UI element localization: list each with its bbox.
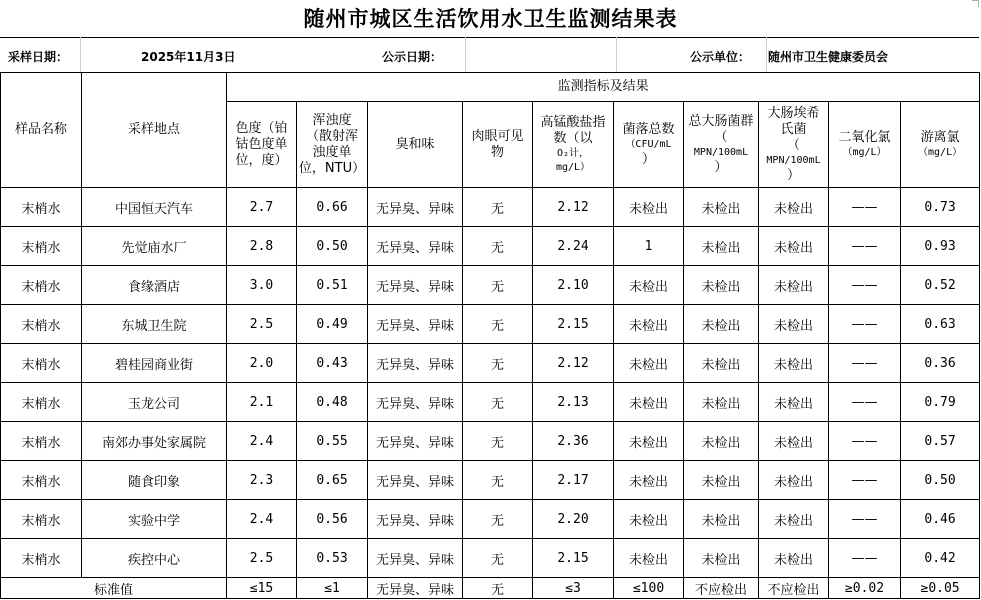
permanganate-value: 2.13 (533, 383, 614, 422)
standard-e-coli-value: 不应检出 (759, 578, 829, 599)
chlorine-dioxide-value: —— (829, 461, 901, 500)
odor-value: 无异臭、异味 (368, 227, 463, 266)
standard-turbidity-value: ≤1 (297, 578, 368, 599)
turbidity-value: 0.43 (297, 344, 368, 383)
color-value: 2.0 (227, 344, 297, 383)
color-value: 2.8 (227, 227, 297, 266)
visible-matter-value: 无 (463, 422, 533, 461)
sample-name-cell: 末梢水 (1, 344, 82, 383)
permanganate-value: 2.17 (533, 461, 614, 500)
standard-row (1, 578, 980, 599)
permanganate-value: 2.10 (533, 266, 614, 305)
standard-chlorine-dioxide-value: ≥0.02 (829, 578, 901, 599)
e-coli-value: 未检出 (759, 227, 829, 266)
standard-label: 标准值 (1, 578, 227, 599)
sample-name-cell: 末梢水 (1, 383, 82, 422)
publish-date-label: 公示日期： (382, 50, 443, 64)
standard-free-chlorine-value: ≥0.05 (901, 578, 980, 599)
location-cell: 碧桂园商业街 (82, 344, 227, 383)
color-value: 2.3 (227, 461, 297, 500)
colony-count-value: 未检出 (614, 266, 684, 305)
chlorine-dioxide-value: —— (829, 383, 901, 422)
sample-name-cell: 末梢水 (1, 188, 82, 227)
turbidity-value: 0.48 (297, 383, 368, 422)
location-cell: 实验中学 (82, 500, 227, 539)
visible-matter-value: 无 (463, 383, 533, 422)
header-visible-matter: 肉眼可见 物 (463, 102, 533, 188)
odor-value: 无异臭、异味 (368, 188, 463, 227)
permanganate-value: 2.15 (533, 539, 614, 578)
chlorine-dioxide-value: —— (829, 539, 901, 578)
colony-count-value: 未检出 (614, 305, 684, 344)
turbidity-value: 0.51 (297, 266, 368, 305)
colony-count-value: 未检出 (614, 188, 684, 227)
standard-permanganate-value: ≤3 (533, 578, 614, 599)
odor-value: 无异臭、异味 (368, 383, 463, 422)
location-cell: 南郊办事处家属院 (82, 422, 227, 461)
table-row (1, 266, 980, 305)
visible-matter-value: 无 (463, 188, 533, 227)
total-coliform-value: 未检出 (684, 305, 759, 344)
sample-name-cell: 末梢水 (1, 422, 82, 461)
header-e-coli: 大肠埃希 氏菌 （ MPN/100mL ） (759, 102, 829, 188)
e-coli-value: 未检出 (759, 188, 829, 227)
visible-matter-value: 无 (463, 500, 533, 539)
permanganate-value: 2.15 (533, 305, 614, 344)
color-value: 2.4 (227, 422, 297, 461)
free-chlorine-value: 0.46 (901, 500, 980, 539)
chlorine-dioxide-value: —— (829, 227, 901, 266)
sample-name-cell: 末梢水 (1, 227, 82, 266)
sampling-date-label: 采样日期： (8, 50, 69, 64)
chlorine-dioxide-value: —— (829, 500, 901, 539)
location-cell: 随食印象 (82, 461, 227, 500)
e-coli-value: 未检出 (759, 344, 829, 383)
color-value: 2.7 (227, 188, 297, 227)
e-coli-value: 未检出 (759, 422, 829, 461)
total-coliform-value: 未检出 (684, 383, 759, 422)
sample-name-cell: 末梢水 (1, 539, 82, 578)
table-row (1, 422, 980, 461)
total-coliform-value: 未检出 (684, 461, 759, 500)
location-cell: 疾控中心 (82, 539, 227, 578)
visible-matter-value: 无 (463, 461, 533, 500)
e-coli-value: 未检出 (759, 500, 829, 539)
permanganate-value: 2.36 (533, 422, 614, 461)
free-chlorine-value: 0.57 (901, 422, 980, 461)
standard-color-value: ≤15 (227, 578, 297, 599)
permanganate-value: 2.20 (533, 500, 614, 539)
total-coliform-value: 未检出 (684, 500, 759, 539)
cell-corner-marker (972, 0, 979, 7)
visible-matter-value: 无 (463, 344, 533, 383)
standard-total-coliform-value: 不应检出 (684, 578, 759, 599)
table-row (1, 539, 980, 578)
permanganate-value: 2.24 (533, 227, 614, 266)
sampling-date-value: 2025年11月3日 (141, 50, 236, 64)
header-location: 采样地点 (82, 73, 227, 188)
header-odor: 臭和味 (368, 102, 463, 188)
permanganate-value: 2.12 (533, 344, 614, 383)
turbidity-value: 0.50 (297, 227, 368, 266)
header-chlorine-dioxide: 二氧化氯 （mg/L） (829, 102, 901, 188)
free-chlorine-value: 0.36 (901, 344, 980, 383)
publish-unit-label: 公示单位： (690, 50, 751, 64)
header-color: 色度（铂 钴色度单 位，度） (227, 102, 297, 188)
publish-unit-value: 随州市卫生健康委员会 (768, 50, 889, 64)
location-cell: 先觉庙水厂 (82, 227, 227, 266)
colony-count-value: 未检出 (614, 500, 684, 539)
free-chlorine-value: 0.42 (901, 539, 980, 578)
odor-value: 无异臭、异味 (368, 500, 463, 539)
location-cell: 玉龙公司 (82, 383, 227, 422)
meta-bar (0, 37, 979, 73)
colony-count-value: 未检出 (614, 422, 684, 461)
colony-count-value: 未检出 (614, 461, 684, 500)
total-coliform-value: 未检出 (684, 344, 759, 383)
permanganate-value: 2.12 (533, 188, 614, 227)
table-row (1, 383, 980, 422)
color-value: 2.5 (227, 305, 297, 344)
e-coli-value: 未检出 (759, 266, 829, 305)
standard-odor-value: 无异臭、异味 (368, 578, 463, 599)
total-coliform-value: 未检出 (684, 539, 759, 578)
turbidity-value: 0.56 (297, 500, 368, 539)
total-coliform-value: 未检出 (684, 422, 759, 461)
e-coli-value: 未检出 (759, 461, 829, 500)
colony-count-value: 未检出 (614, 539, 684, 578)
turbidity-value: 0.66 (297, 188, 368, 227)
standard-visible-matter-value: 无 (463, 578, 533, 599)
meta-divider (465, 37, 466, 72)
turbidity-value: 0.49 (297, 305, 368, 344)
color-value: 2.1 (227, 383, 297, 422)
sample-name-cell: 末梢水 (1, 500, 82, 539)
header-indicator-group: 监测指标及结果 (227, 73, 980, 102)
e-coli-value: 未检出 (759, 305, 829, 344)
header-permanganate: 高锰酸盐指 数（以 O₂计， mg/L） (533, 102, 614, 188)
location-cell: 中国恒天汽车 (82, 188, 227, 227)
chlorine-dioxide-value: —— (829, 305, 901, 344)
odor-value: 无异臭、异味 (368, 422, 463, 461)
total-coliform-value: 未检出 (684, 266, 759, 305)
table-row (1, 500, 980, 539)
odor-value: 无异臭、异味 (368, 305, 463, 344)
odor-value: 无异臭、异味 (368, 539, 463, 578)
chlorine-dioxide-value: —— (829, 422, 901, 461)
visible-matter-value: 无 (463, 305, 533, 344)
chlorine-dioxide-value: —— (829, 344, 901, 383)
total-coliform-value: 未检出 (684, 227, 759, 266)
turbidity-value: 0.65 (297, 461, 368, 500)
colony-count-value: 未检出 (614, 344, 684, 383)
colony-count-value: 1 (614, 227, 684, 266)
table-row (1, 227, 980, 266)
odor-value: 无异臭、异味 (368, 461, 463, 500)
e-coli-value: 未检出 (759, 383, 829, 422)
turbidity-value: 0.53 (297, 539, 368, 578)
total-coliform-value: 未检出 (684, 188, 759, 227)
free-chlorine-value: 0.50 (901, 461, 980, 500)
table-row (1, 188, 980, 227)
results-table (0, 72, 980, 599)
color-value: 3.0 (227, 266, 297, 305)
header-total-coliform: 总大肠菌群 （ MPN/100mL ） (684, 102, 759, 188)
meta-divider (766, 37, 767, 72)
location-cell: 东城卫生院 (82, 305, 227, 344)
report-title: 随州市城区生活饮用水卫生监测结果表 (303, 6, 678, 31)
e-coli-value: 未检出 (759, 539, 829, 578)
meta-divider (616, 37, 617, 72)
sample-name-cell: 末梢水 (1, 266, 82, 305)
color-value: 2.4 (227, 500, 297, 539)
location-cell: 食缘酒店 (82, 266, 227, 305)
sample-name-cell: 末梢水 (1, 461, 82, 500)
visible-matter-value: 无 (463, 539, 533, 578)
free-chlorine-value: 0.79 (901, 383, 980, 422)
standard-colony-count-value: ≤100 (614, 578, 684, 599)
visible-matter-value: 无 (463, 266, 533, 305)
header-free-chlorine: 游离氯 （mg/L） (901, 102, 980, 188)
sample-name-cell: 末梢水 (1, 305, 82, 344)
odor-value: 无异臭、异味 (368, 266, 463, 305)
header-turbidity: 浑浊度 （散射浑 浊度单 位，NTU） (297, 102, 368, 188)
table-row (1, 305, 980, 344)
header-colony-count: 菌落总数 （CFU/mL ） (614, 102, 684, 188)
free-chlorine-value: 0.73 (901, 188, 980, 227)
free-chlorine-value: 0.63 (901, 305, 980, 344)
colony-count-value: 未检出 (614, 383, 684, 422)
meta-divider (80, 37, 81, 72)
chlorine-dioxide-value: —— (829, 266, 901, 305)
color-value: 2.5 (227, 539, 297, 578)
free-chlorine-value: 0.93 (901, 227, 980, 266)
header-sample-name: 样品名称 (1, 73, 82, 188)
table-row (1, 461, 980, 500)
turbidity-value: 0.55 (297, 422, 368, 461)
visible-matter-value: 无 (463, 227, 533, 266)
free-chlorine-value: 0.52 (901, 266, 980, 305)
chlorine-dioxide-value: —— (829, 188, 901, 227)
odor-value: 无异臭、异味 (368, 344, 463, 383)
table-row (1, 344, 980, 383)
